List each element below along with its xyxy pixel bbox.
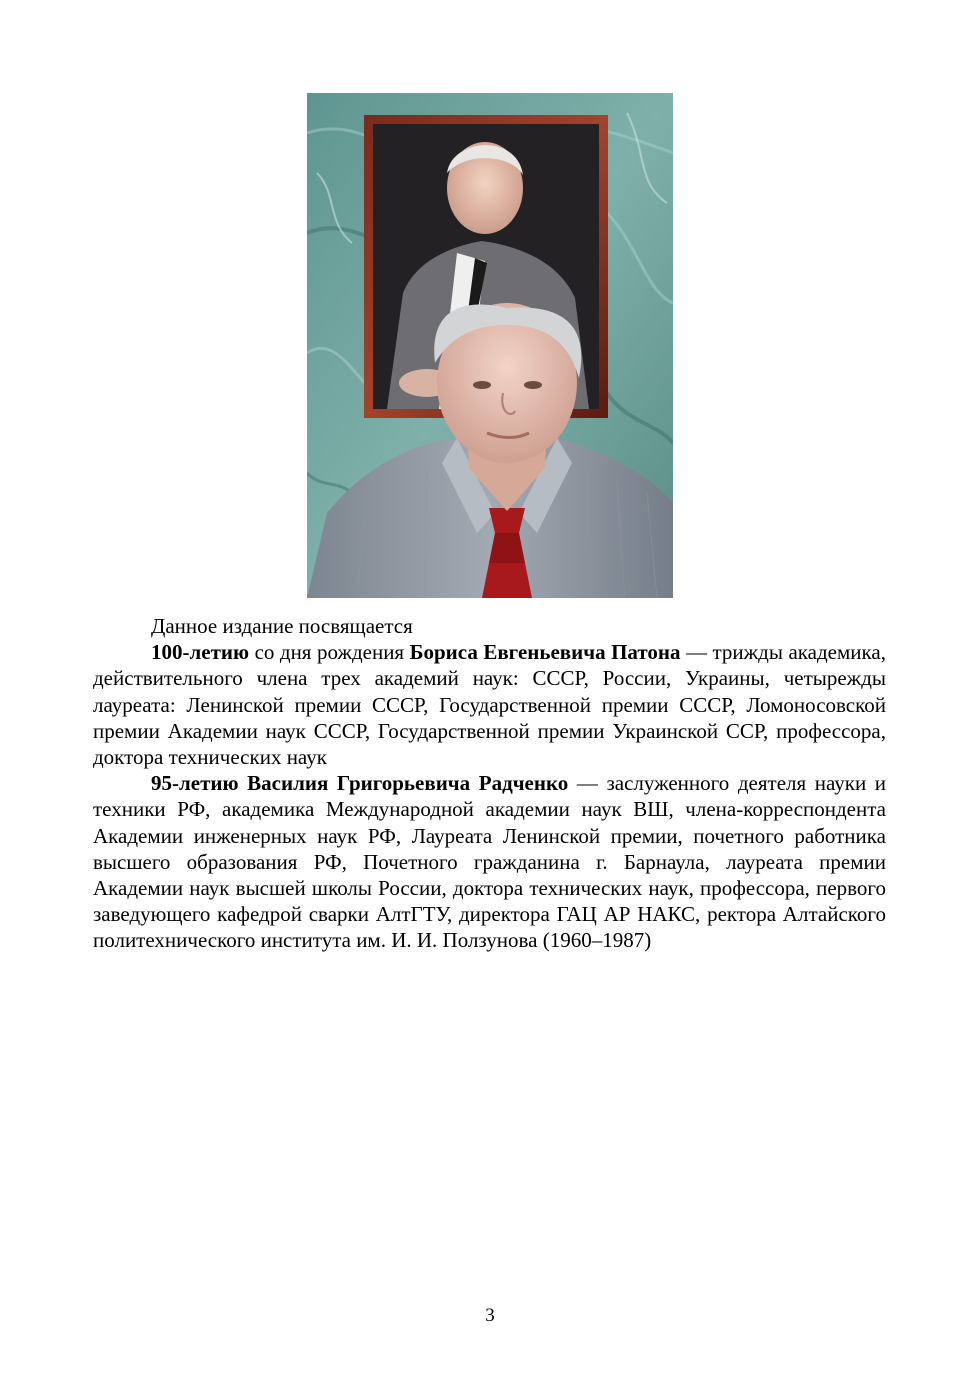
radchenko-body: — заслуженного деятеля науки и техники РФ, академика Международной академии наук ВШ, члена-корреспондента Академии инженерных наук РФ, Лауреата Ленинской премии, почетного работника высшего образования РФ, Почетного гражданина г. Барнаула, лауреата премии Академии наук высшей школы России, доктора технических наук, профессора, первого заведующего кафедрой сварки АлтГТУ, директора ГАЦ АР НАКС, ректора Алтайского политехнического института им. И. И. Ползунова (1960–1987)	[93, 771, 887, 953]
paton-mid: со дня рождения	[254, 640, 405, 665]
dedication-text	[93, 613, 886, 954]
paton-lead: 100-летию	[151, 640, 250, 665]
portrait-photo	[307, 93, 673, 598]
paragraph-paton	[93, 639, 886, 770]
paton-name: Бориса Евгеньевича Патона	[409, 640, 681, 665]
page-number: 3	[485, 1305, 495, 1326]
intro-line: Данное издание посвящается	[151, 614, 413, 638]
paton-body: — трижды академика, действительного члена трех академий наук: СССР, России, Украины, четырежды лауреата: Ленинской премии СССР, Государственной премии СССР, Ломоносовской премии Академии наук СССР, Государственной премии Украинской ССР, профессора, доктора технических наук	[93, 640, 886, 770]
radchenko-lead: 95-летию Василия Григорьевича Радченко	[151, 771, 569, 796]
paragraph-radchenko	[93, 770, 886, 953]
